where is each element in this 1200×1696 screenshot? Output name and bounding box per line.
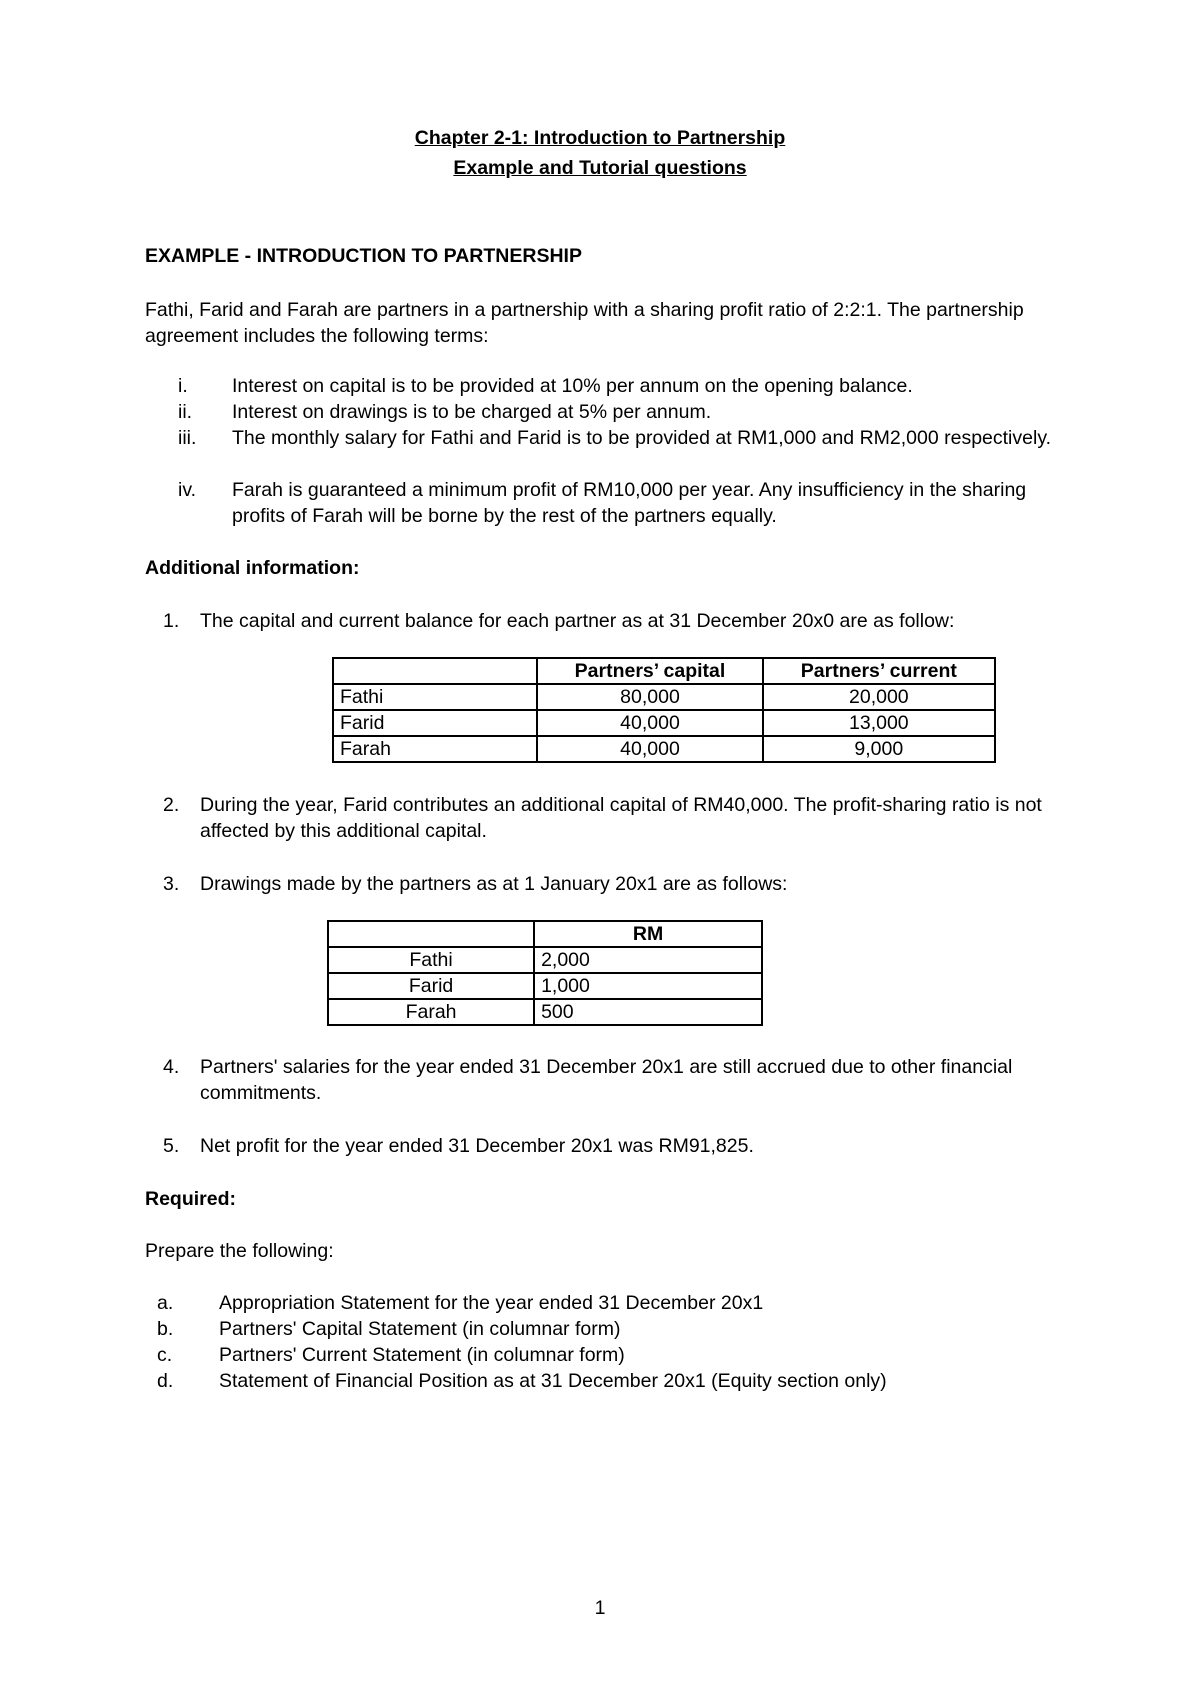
term-text: Interest on drawings is to be charged at 5% per annum. [232, 401, 712, 423]
table-cell: Farid [333, 710, 537, 736]
required-item-text: Partners' Current Statement (in columnar form) [219, 1344, 625, 1366]
term-number: iii. [178, 427, 197, 449]
table-row [333, 684, 995, 710]
page-number: 1 [594, 1597, 606, 1619]
info-number: 4. [163, 1056, 180, 1078]
table-row [333, 710, 995, 736]
term-number: ii. [178, 401, 193, 423]
balances-table [332, 657, 996, 763]
info-number: 3. [163, 873, 180, 895]
table-cell: 20,000 [763, 684, 995, 710]
info-text: The capital and current balance for each partner as at 31 December 20x0 are as follow: [200, 610, 955, 632]
info-text: Partners' salaries for the year ended 31 December 20x1 are still accrued due to other financial commitments. [200, 1056, 1013, 1104]
table-cell: Farah [328, 999, 534, 1025]
table-row [328, 947, 762, 973]
table-cell: 500 [534, 999, 762, 1025]
info-number: 1. [163, 610, 180, 632]
table-header-row [333, 658, 995, 684]
required-item-text: Statement of Financial Position as at 31 December 20x1 (Equity section only) [219, 1370, 887, 1392]
table-cell: 9,000 [763, 736, 995, 762]
table-header-cell: Partners’ capital [537, 658, 762, 684]
info-text: During the year, Farid contributes an additional capital of RM40,000. The profit-sharing ratio is not affected by this additional capital. [200, 794, 1042, 842]
table-cell: 2,000 [534, 947, 762, 973]
table-cell: 40,000 [537, 736, 762, 762]
table-cell: Farid [328, 973, 534, 999]
example-intro: Fathi, Farid and Farah are partners in a partnership with a sharing profit ratio of 2:2:1. The partnership agreement includes the following terms: [145, 299, 1024, 347]
page-title: Chapter 2-1: Introduction to Partnership [414, 127, 786, 149]
table-header-cell: Partners’ current [763, 658, 995, 684]
required-intro: Prepare the following: [145, 1240, 334, 1262]
required-item-letter: b. [157, 1318, 174, 1340]
table-header-cell: RM [534, 921, 762, 947]
info-number: 2. [163, 794, 180, 816]
required-item-text: Partners' Capital Statement (in columnar form) [219, 1318, 621, 1340]
info-number: 5. [163, 1135, 180, 1157]
required-heading: Required: [145, 1188, 237, 1210]
table-cell: 40,000 [537, 710, 762, 736]
term-number: iv. [178, 479, 197, 501]
required-item-letter: a. [157, 1292, 174, 1314]
table-row [333, 736, 995, 762]
term-number: i. [178, 375, 188, 397]
drawings-table [327, 920, 763, 1026]
table-cell: Fathi [333, 684, 537, 710]
required-item-letter: c. [157, 1344, 173, 1366]
table-header-cell [328, 921, 534, 947]
term-text: The monthly salary for Fathi and Farid is to be provided at RM1,000 and RM2,000 respectively. [232, 427, 1052, 449]
info-text: Net profit for the year ended 31 December 20x1 was RM91,825. [200, 1135, 754, 1157]
table-header-row [328, 921, 762, 947]
table-row [328, 999, 762, 1025]
table-cell: Farah [333, 736, 537, 762]
additional-heading: Additional information: [145, 557, 360, 579]
table-cell: 1,000 [534, 973, 762, 999]
table-header-cell [333, 658, 537, 684]
term-text: Interest on capital is to be provided at 10% per annum on the opening balance. [232, 375, 913, 397]
info-text: Drawings made by the partners as at 1 January 20x1 are as follows: [200, 873, 788, 895]
required-item-letter: d. [157, 1370, 174, 1392]
term-text: Farah is guaranteed a minimum profit of RM10,000 per year. Any insufficiency in the sharing profits of Farah will be borne by the rest of the partners equally. [232, 479, 1027, 527]
table-cell: Fathi [328, 947, 534, 973]
table-cell: 80,000 [537, 684, 762, 710]
table-cell: 13,000 [763, 710, 995, 736]
example-heading: EXAMPLE - INTRODUCTION TO PARTNERSHIP [145, 245, 582, 267]
page-subtitle: Example and Tutorial questions [453, 157, 747, 179]
required-item-text: Appropriation Statement for the year ended 31 December 20x1 [219, 1292, 764, 1314]
table-row [328, 973, 762, 999]
